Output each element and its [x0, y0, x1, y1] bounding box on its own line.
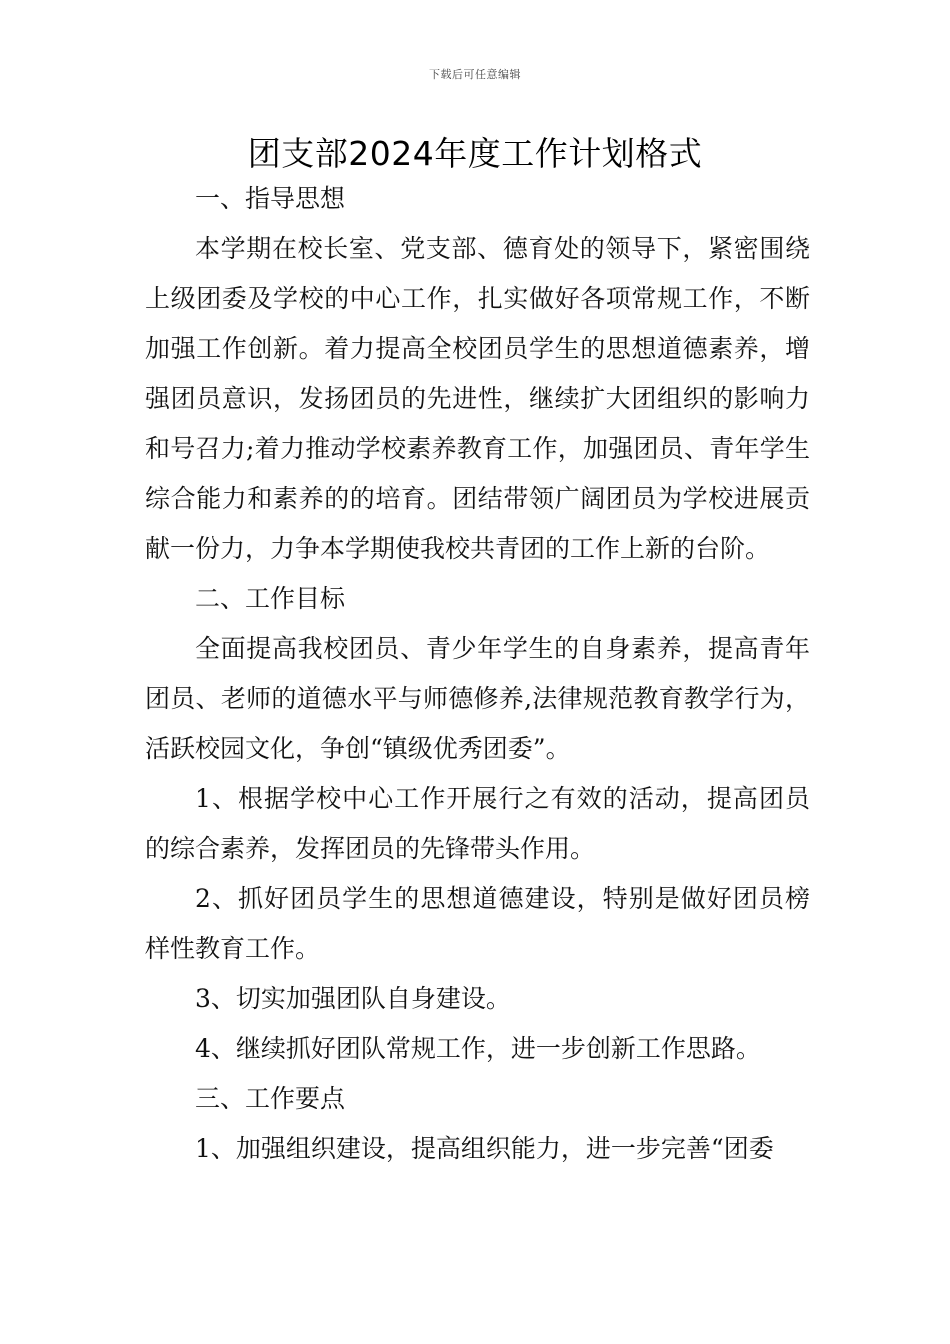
document-title: 团支部2024年度工作计划格式	[247, 134, 703, 173]
document-body	[145, 174, 810, 1174]
goal-item-1: 1、根据学校中心工作开展行之有效的活动，提高团员的综合素养，发挥团员的先锋带头作用。	[145, 784, 810, 863]
goal-item-4: 4、继续抓好团队常规工作，进一步创新工作思路。	[195, 1034, 761, 1063]
goal-item-3: 3、切实加强团队自身建设。	[195, 984, 511, 1013]
goal-item-2: 2、抓好团员学生的思想道德建设，特别是做好团员榜样性教育工作。	[145, 884, 810, 963]
section-heading-guiding-ideology: 一、指导思想	[195, 184, 346, 213]
work-point-item-1: 1、加强组织建设，提高组织能力，进一步完善“团委	[195, 1134, 774, 1163]
paragraph-guiding-ideology: 本学期在校长室、党支部、德育处的领导下，紧密围绕上级团委及学校的中心工作，扎实做好各项常规工作，不断加强工作创新。着力提高全校团员学生的思想道德素养，增强团员意识，发扬团员的先进性，继续扩大团组织的影响力和号召力;着力推动学校素养教育工作，加强团员、青年学生综合能力和素养的的培育。团结带领广阔团员为学校进展贡献一份力，力争本学期使我校共青团的工作上新的台阶。	[145, 234, 810, 563]
header-note: 下载后可任意编辑	[429, 68, 521, 81]
section-heading-work-goals: 二、工作目标	[195, 584, 346, 613]
paragraph-work-goals: 全面提高我校团员、青少年学生的自身素养，提高青年团员、老师的道德水平与师德修养,法律规范教育教学行为，活跃校园文化，争创“镇级优秀团委”。	[145, 634, 810, 763]
section-heading-work-points: 三、工作要点	[195, 1084, 346, 1113]
